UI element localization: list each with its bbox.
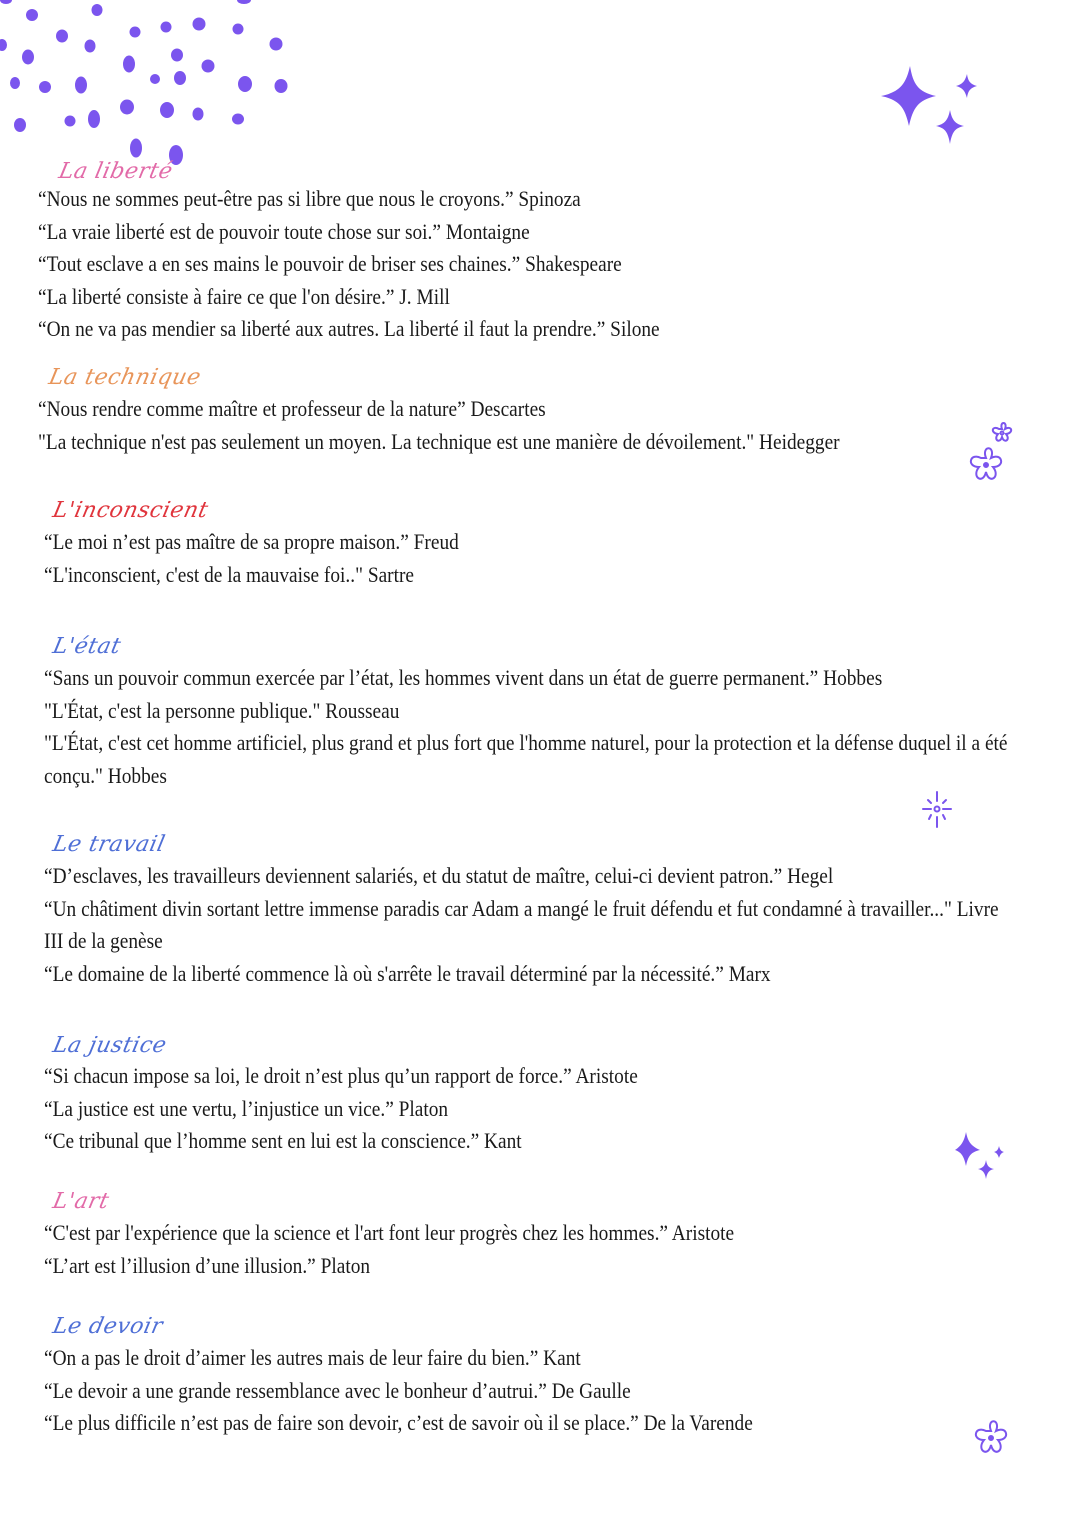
section-title: La liberté	[56, 159, 176, 184]
quote-line: “Si chacun impose sa loi, le droit n’est plus qu’un rapport de force.” Aristote	[44, 1063, 638, 1088]
quote-line: “La justice est une vertu, l’injustice un vice.” Platon	[44, 1095, 449, 1121]
quote-line: “Le moi n’est pas maître de sa propre maison.” Freud	[44, 529, 459, 554]
quote-line: “Le domaine de la liberté commence là où s'arrête le travail déterminé par la nécessité.” Marx	[44, 960, 771, 986]
section-title: L'inconscient	[50, 498, 211, 523]
quote-line: “La vraie liberté est de pouvoir toute chose sur soi.” Montaigne	[38, 218, 530, 244]
quote-line: “Ce tribunal que l’homme sent en lui est la conscience.” Kant	[44, 1128, 522, 1153]
section-title: La justice	[50, 1033, 169, 1058]
polka-dots-decoration	[0, 0, 300, 170]
quote-line: “On a pas le droit d’aimer les autres mais de leur faire du bien.” Kant	[44, 1345, 581, 1370]
section-title: Le devoir	[50, 1314, 166, 1339]
section-justice	[44, 1032, 1044, 1158]
section-liberte	[38, 158, 1038, 346]
quote-line: “D’esclaves, les travailleurs deviennent salariés, et du statut de maître, celui-ci devient patron.” Hegel	[44, 863, 834, 888]
quote-line: “C'est par l'expérience que la science et l'art font leur progrès chez les hommes.” Aristote	[44, 1220, 735, 1245]
section-travail	[44, 831, 1044, 990]
quote-line: “Tout esclave a en ses mains le pouvoir de briser ses chaines.” Shakespeare	[38, 251, 622, 276]
section-devoir	[44, 1313, 1044, 1440]
starburst-icon	[920, 790, 954, 830]
quote-line: "La technique n'est pas seulement un moyen. La technique est une manière de dévoilement." Heidegger	[38, 428, 840, 454]
quote-line: “La liberté consiste à faire ce que l'on désire.” J. Mill	[38, 283, 450, 309]
sparkles-icon	[878, 64, 982, 154]
quote-line: “Le devoir a une grande ressemblance avec le bonheur d’autrui.” De Gaulle	[44, 1377, 631, 1403]
section-title: Le travail	[50, 832, 168, 857]
quote-line: “L'inconscient, c'est de la mauvaise foi.." Sartre	[44, 561, 415, 587]
section-art	[44, 1188, 1044, 1282]
quote-line: "L'État, c'est cet homme artificiel, plus grand et plus fort que l'homme naturel, pour la protection et la défense duquel il a été conçu." Hobbes	[44, 730, 1008, 788]
quote-line: “Le plus difficile n’est pas de faire son devoir, c’est de savoir où il se place.” De la Varende	[44, 1410, 753, 1435]
quote-line: “Nous rendre comme maître et professeur de la nature” Descartes	[38, 396, 546, 421]
section-etat	[44, 633, 1044, 792]
quote-line: "L'État, c'est la personne publique." Rousseau	[44, 697, 400, 723]
section-technique	[38, 364, 1038, 458]
quote-line: “On ne va pas mendier sa liberté aux autres. La liberté il faut la prendre.” Silone	[38, 316, 660, 341]
section-title: L'état	[50, 634, 124, 659]
quote-line: “L’art est l’illusion d’une illusion.” Platon	[44, 1252, 371, 1278]
section-title: L'art	[50, 1189, 112, 1214]
quote-line: “Un châtiment divin sortant lettre immense paradis car Adam a mangé le fruit défendu et fut condamné à travailler..." Livre III de la genèse	[44, 895, 999, 953]
section-inconscient	[44, 497, 1044, 591]
quote-line: “Nous ne sommes peut-être pas si libre que nous le croyons.” Spinoza	[38, 186, 581, 211]
section-title: La technique	[46, 365, 204, 390]
quote-line: “Sans un pouvoir commun exercée par l’état, les hommes vivent dans un état de guerre permanent.” Hobbes	[44, 665, 883, 690]
